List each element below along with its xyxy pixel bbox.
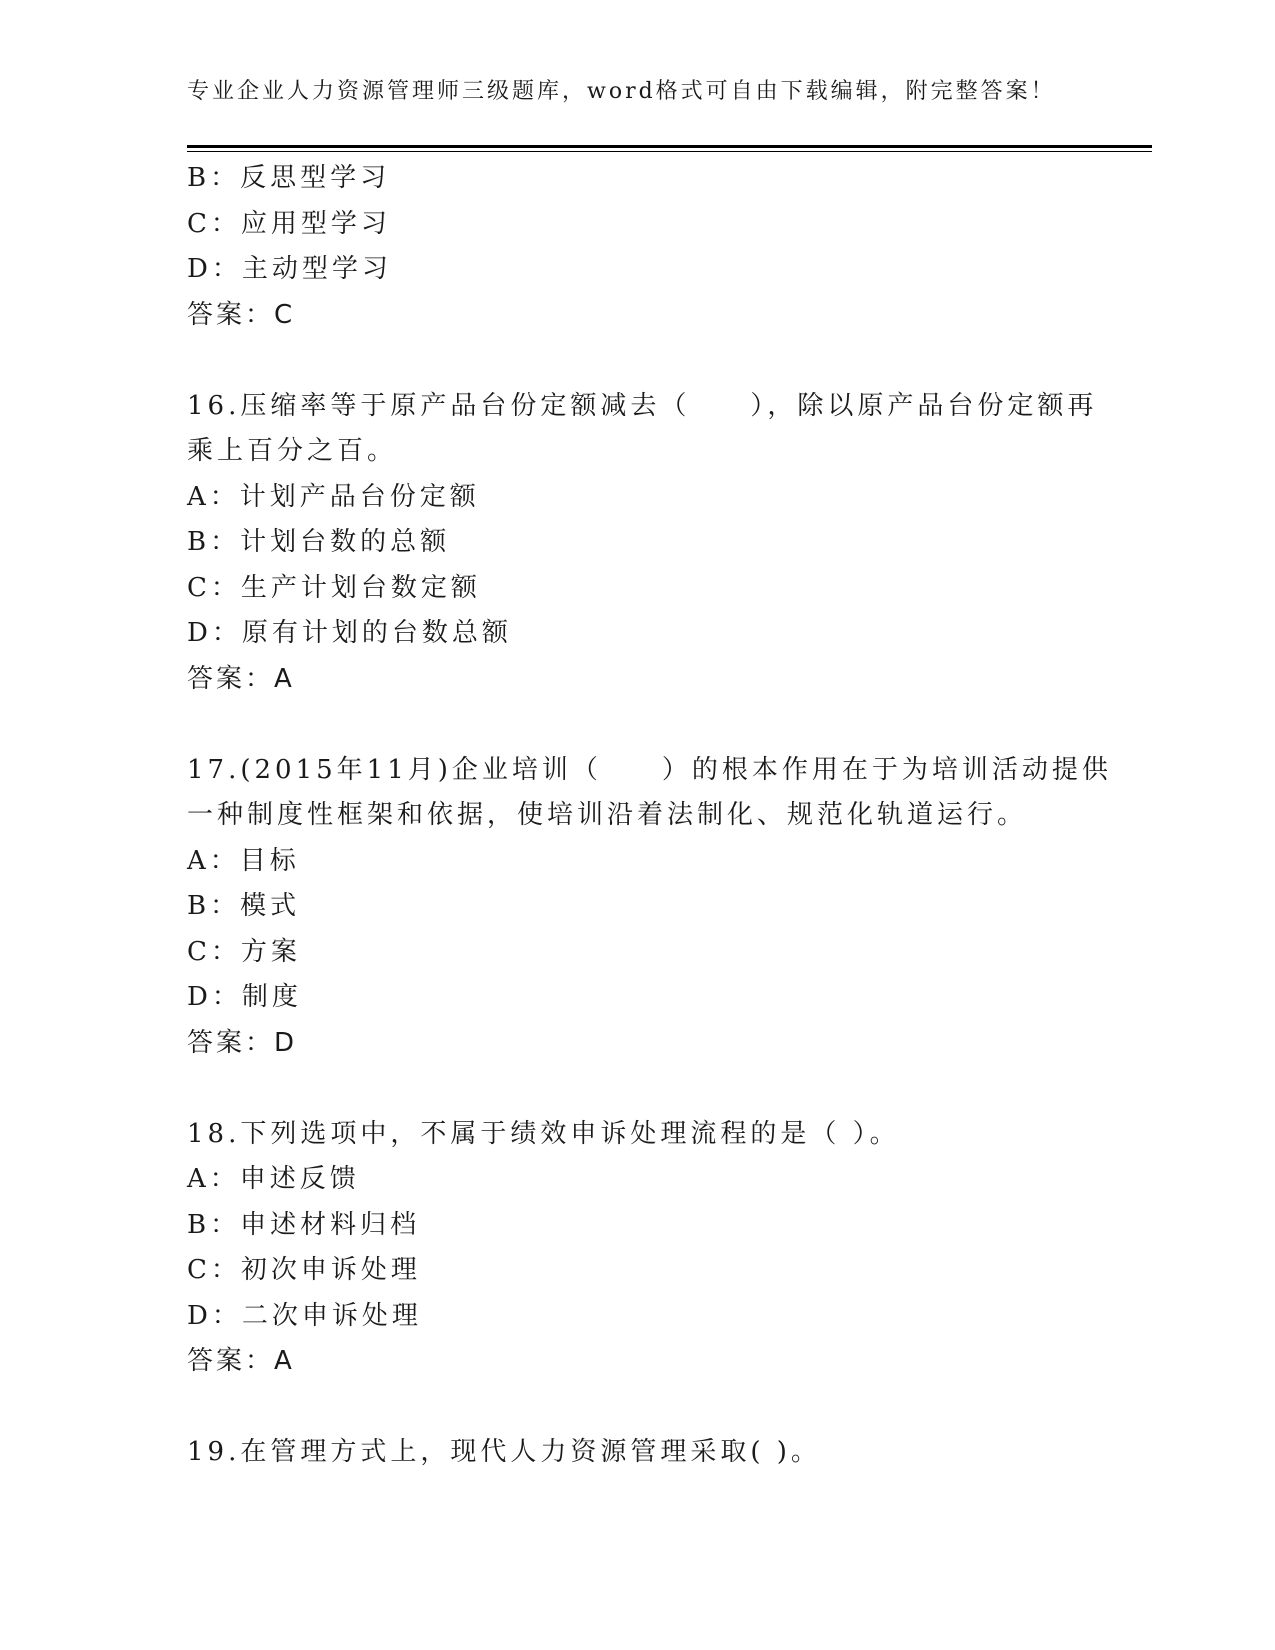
question-16 <box>187 384 1098 703</box>
option-a: A：目标 <box>187 845 300 876</box>
option-c: C：方案 <box>187 936 301 967</box>
option-c: C：应用型学习 <box>187 208 391 239</box>
option-b: B：模式 <box>187 891 301 921</box>
option-d: D：二次申诉处理 <box>187 1300 422 1331</box>
option-d: D：制度 <box>187 982 302 1012</box>
option-a: A：计划产品台份定额 <box>187 481 480 512</box>
question-15-tail <box>187 156 1087 338</box>
answer: 答案：A <box>187 1346 295 1376</box>
option-a: A：申述反馈 <box>187 1164 360 1194</box>
header-divider-thick <box>187 145 1152 148</box>
answer: 答案：C <box>187 299 296 330</box>
question-stem: 18.下列选项中，不属于绩效申诉处理流程的是（ ）。 <box>187 1118 900 1149</box>
option-b: B：计划台数的总额 <box>187 527 451 557</box>
option-d: D：原有计划的台数总额 <box>187 618 512 648</box>
question-18 <box>187 1112 1087 1385</box>
question-stem: 16.压缩率等于原产品台份定额减去（ ），除以原产品台份定额再 <box>187 390 1098 421</box>
header-divider-thin <box>187 151 1152 152</box>
option-b: B：申述材料归档 <box>187 1209 421 1240</box>
page-header: 专业企业人力资源管理师三级题库，word格式可自由下载编辑，附完整答案！ <box>187 79 1056 104</box>
question-19 <box>187 1430 1087 1476</box>
question-stem: 乘上百分之百。 <box>187 436 398 466</box>
answer: 答案：D <box>187 1027 298 1058</box>
question-stem: 19.在管理方式上，现代人力资源管理采取( )。 <box>187 1437 821 1467</box>
option-c: C：生产计划台数定额 <box>187 572 481 603</box>
option-c: C：初次申诉处理 <box>187 1255 421 1285</box>
answer: 答案：A <box>187 663 295 694</box>
question-17 <box>187 748 1112 1067</box>
question-stem: 17.(2015年11月)企业培训（ ）的根本作用在于为培训活动提供 <box>187 754 1112 785</box>
question-list <box>187 156 1112 1476</box>
question-stem: 一种制度性框架和依据，使培训沿着法制化、规范化轨道运行。 <box>187 800 1028 830</box>
option-b: B：反思型学习 <box>187 163 391 193</box>
option-d: D：主动型学习 <box>187 254 392 284</box>
